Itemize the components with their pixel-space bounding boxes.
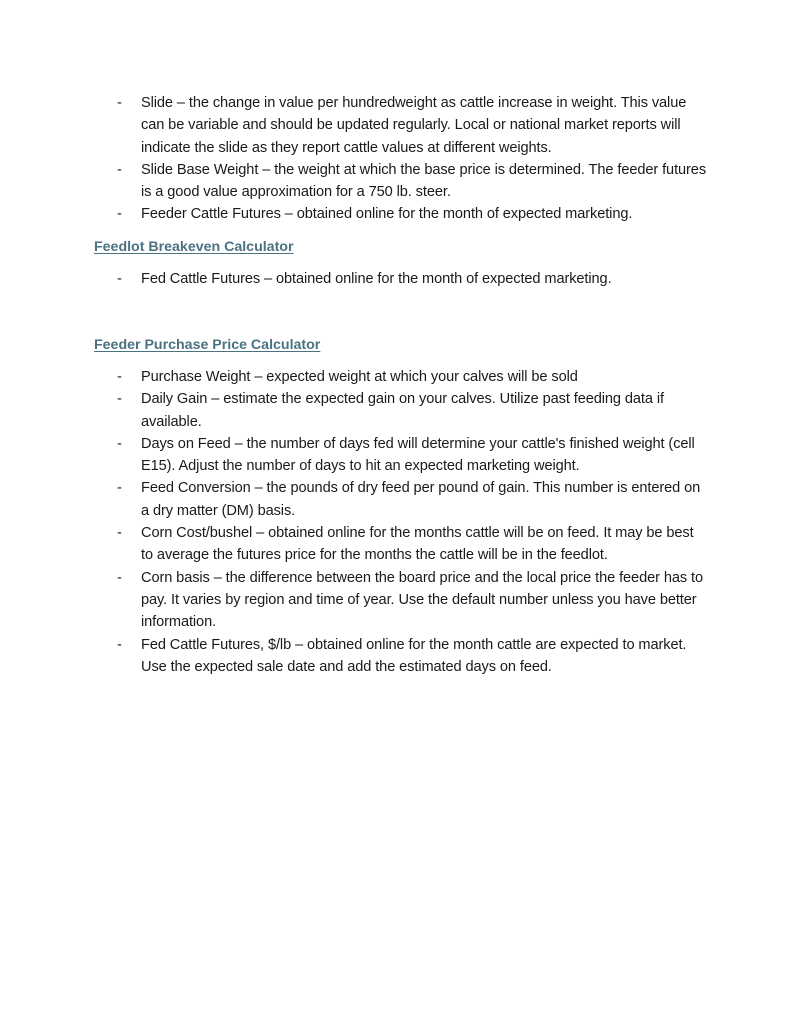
list-item-corn-basis (0, 567, 800, 634)
list-item-text: Slide Base Weight – the weight at which the base price is determined. The feeder futures is a good value approximation for a 750 lb. steer. (141, 161, 707, 201)
list-item-text: Purchase Weight – expected weight at which your calves will be sold (141, 369, 578, 385)
bullet-dash: - (117, 391, 122, 408)
bullet-dash: - (117, 569, 122, 586)
list-item-corn-cost (0, 522, 800, 567)
list-item-slide (0, 92, 800, 159)
bullet-dash: - (117, 636, 122, 653)
list-item-text: Fed Cattle Futures – obtained online for the month of expected marketing. (141, 271, 612, 287)
bullet-dash: - (117, 369, 122, 385)
feedlot-list (0, 268, 800, 290)
list-item-text: Slide – the change in value per hundredweight as cattle increase in weight. This value can be variable and should be updated regularly. Local or national market reports will indicate the slide as they report cattle values at different weights. (141, 95, 687, 156)
list-item-daily-gain (0, 388, 800, 433)
bullet-dash: - (117, 435, 122, 452)
list-item-text: Corn basis – the difference between the board price and the local price the feeder has to pay. It varies by region and time of year. Use the default number unless you have better information. (141, 569, 703, 631)
list-item-text: Feed Conversion – the pounds of dry feed per pound of gain. This number is entered on a dry matter (DM) basis. (141, 480, 701, 519)
heading-feedlot-breakeven-calculator: Feedlot Breakeven Calculator (94, 239, 294, 255)
bullet-dash: - (117, 525, 122, 542)
list-item-fed-cattle-futures (0, 268, 800, 290)
bullet-dash: - (117, 95, 122, 111)
bullet-dash: - (117, 271, 122, 287)
list-item-feeder-cattle-futures (0, 203, 800, 225)
bullet-dash: - (117, 161, 122, 178)
list-item-text: Days on Feed – the number of days fed will determine your cattle's finished weight (cell E15). Adjust the number of days to hit an expected marketing weight. (141, 435, 695, 475)
list-item-text: Feeder Cattle Futures – obtained online for the month of expected marketing. (141, 206, 633, 223)
list-item-slide-base-weight (0, 159, 800, 204)
bullet-dash: - (117, 206, 122, 223)
list-item-text: Corn Cost/bushel – obtained online for the months cattle will be on feed. It may be best to average the futures price for the months the cattle will be in the feedlot. (141, 525, 694, 564)
list-item-purchase-weight (0, 366, 800, 388)
list-item-text: Daily Gain – estimate the expected gain on your calves. Utilize past feeding data if available. (141, 391, 664, 430)
heading-feeder-purchase-price-calculator: Feeder Purchase Price Calculator (94, 337, 321, 353)
list-item-text: Fed Cattle Futures, $/lb – obtained online for the month cattle are expected to market. Use the expected sale date and add the estimated days on feed. (141, 636, 687, 675)
list-item-days-on-feed (0, 433, 800, 478)
feeder-purchase-list (0, 366, 800, 678)
list-item-fed-cattle-futures-lb (0, 634, 800, 679)
slide-definitions-list (0, 92, 800, 226)
bullet-dash: - (117, 480, 122, 497)
list-item-feed-conversion (0, 477, 800, 522)
